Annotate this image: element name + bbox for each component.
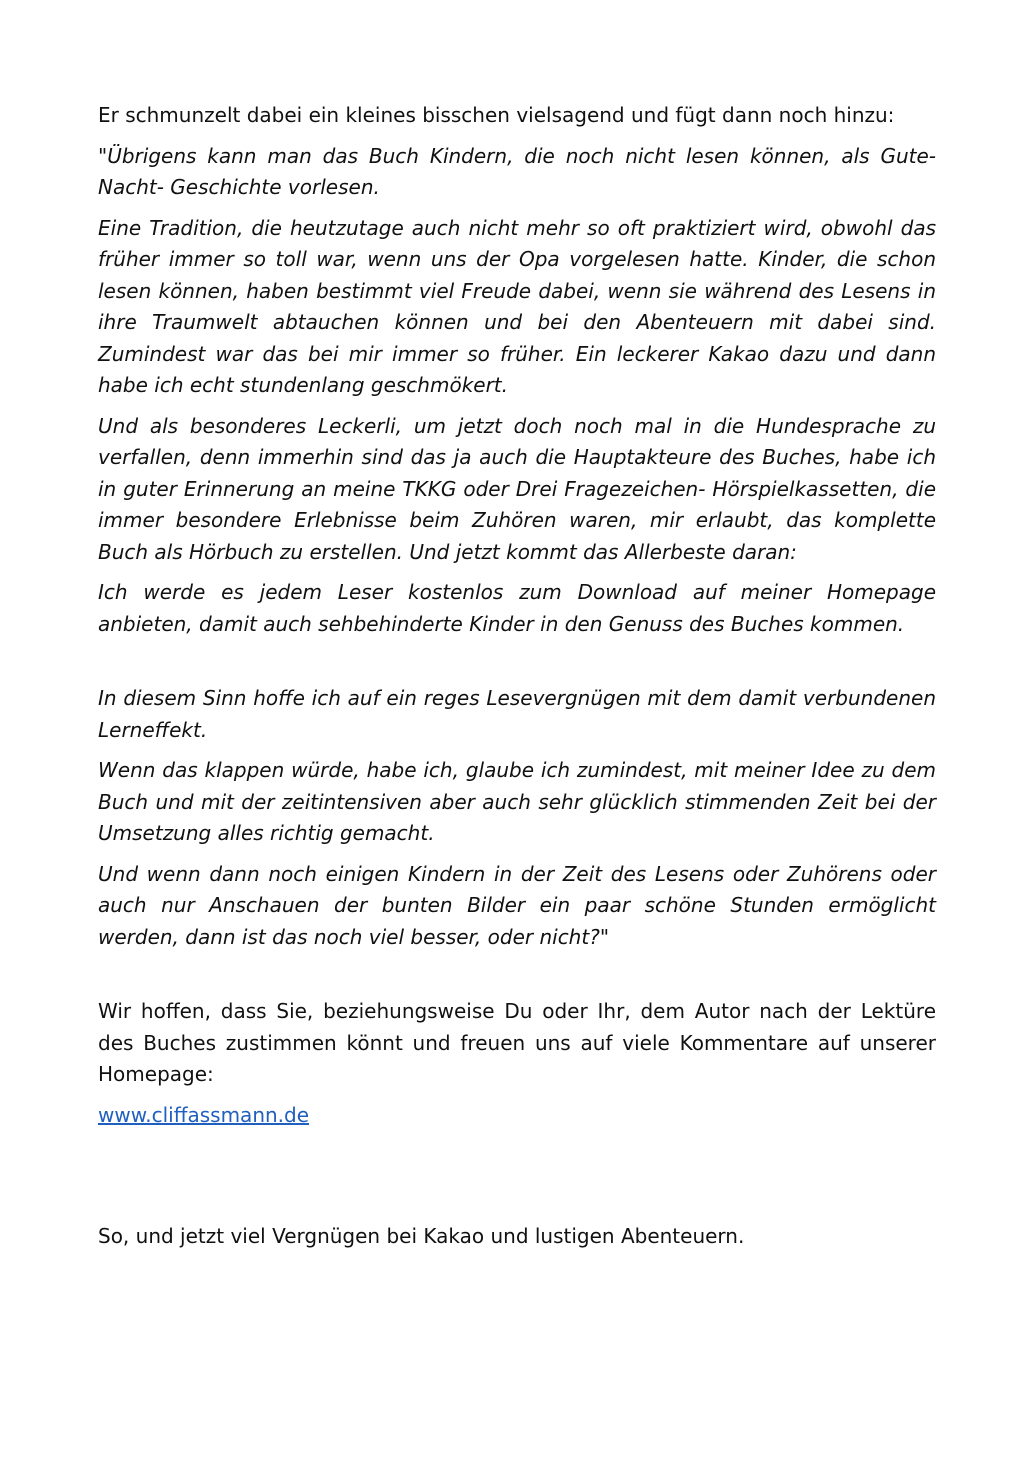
homepage-link[interactable]: www.cliffassmann.de — [98, 1102, 310, 1127]
paragraph-download: Ich werde es jedem Leser kostenlos zum Download auf meiner Homepage anbieten, damit auch sehbehinderte Kinder in den Genuss des Buches kommen. — [98, 580, 936, 636]
paragraph-idea: Wenn das klappen würde, habe ich, glaube ich zumindest, mit meiner Idee zu dem Buch und mit der zeitintensiven aber auch sehr glücklich stimmenden Zeit bei der Umsetzung alles richtig gemacht. — [98, 758, 936, 845]
paragraph-quote-start: "Übrigens kann man das Buch Kindern, die noch nicht lesen können, als Gute-Nacht- Geschichte vorlesen. — [98, 143, 936, 199]
paragraph-audiobook: Und als besonderes Leckerli, um jetzt doch noch mal in die Hundesprache zu verfallen, denn immerhin sind das ja auch die Hauptakteure des Buches, habe ich in guter Erinnerung an meine TKKG oder Drei Fragezeichen- Hörspielkassetten, die immer besondere Erlebnisse beim Zuhören waren, mir erlaubt, das komplette Buch als Hörbuch zu erstellen. Und jetzt kommt das Allerbeste daran: — [98, 413, 936, 564]
paragraph-comments: Wir hoffen, dass Sie, beziehungsweise Du oder Ihr, dem Autor nach der Lektüre des Buches zustimmen könnt und freuen uns auf viele Kommentare auf unserer Homepage: — [98, 999, 936, 1086]
homepage-link-line — [98, 1100, 936, 1132]
paragraph-closing: So, und jetzt viel Vergnügen bei Kakao und lustigen Abenteuern. — [98, 1224, 745, 1248]
paragraph-intro: Er schmunzelt dabei ein kleines bisschen vielsagend und fügt dann noch hinzu: — [98, 103, 895, 127]
document-page — [98, 100, 936, 1253]
paragraph-tradition: Eine Tradition, die heutzutage auch nicht mehr so oft praktiziert wird, obwohl das früher immer so toll war, wenn uns der Opa vorgelesen hatte. Kinder, die schon lesen können, haben bestimmt viel Freude dabei, wenn sie während des Lesens in ihre Traumwelt abtauchen können und bei den Abenteuern mit dabei sind. Zumindest war das bei mir immer so früher. Ein leckerer Kakao dazu und dann habe ich echt stundenlang geschmökert. — [98, 215, 936, 397]
paragraph-reading-wish: In diesem Sinn hoffe ich auf ein reges Lesevergnügen mit dem damit verbundenen Lerneffekt. — [98, 686, 936, 742]
paragraph-quote-end: Und wenn dann noch einigen Kindern in der Zeit des Lesens oder Zuhörens oder auch nur Anschauen der bunten Bilder ein paar schöne Stunden ermöglicht werden, dann ist das noch viel besser, oder nicht?" — [98, 861, 936, 949]
